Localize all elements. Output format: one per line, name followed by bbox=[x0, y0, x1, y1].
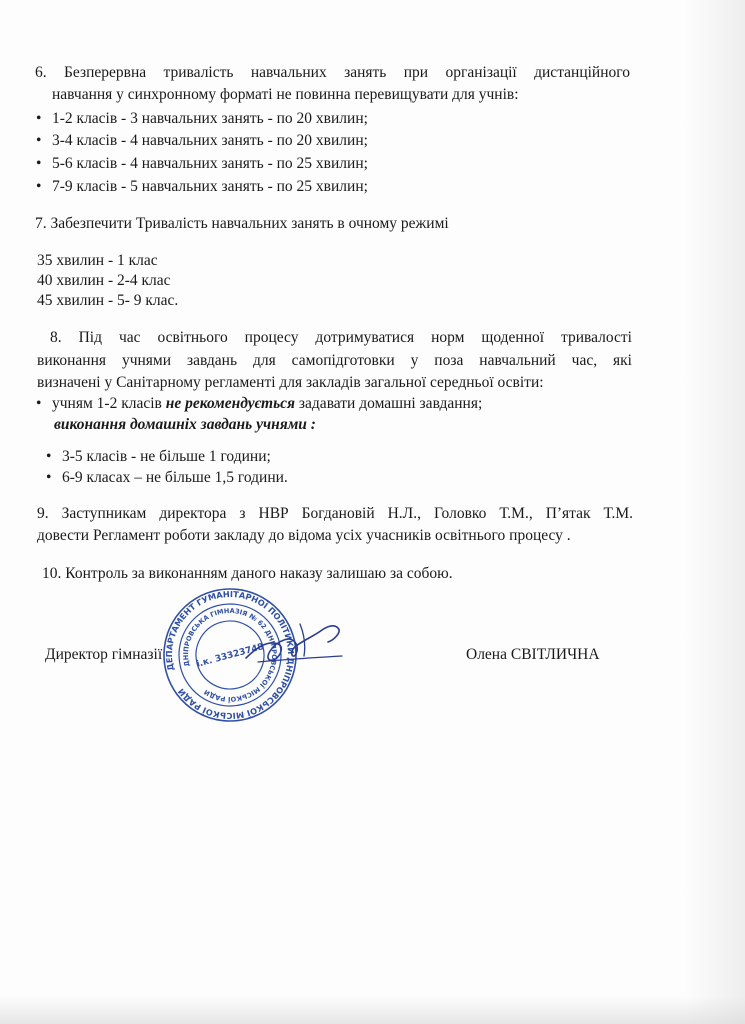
item6-bullet-1: • 1-2 класів - 3 навчальних занять - по 20 хвилин; bbox=[52, 108, 368, 129]
item7-heading: 7. Забезпечити Тривалість навчальних занять в очному режимі bbox=[35, 215, 449, 232]
item10: 10. Контроль за виконанням даного наказу залишаю за собою. bbox=[42, 565, 453, 582]
item6-bullet-3: • 5-6 класів - 4 навчальних занять - по 25 хвилин; bbox=[52, 153, 368, 174]
item8-bullet-2: • 3-5 класів - не більше 1 години; bbox=[62, 446, 271, 467]
signature-position: Директор гімназії bbox=[45, 646, 163, 663]
stamp-inner-text: ДНІПРОВСЬКА ГІМНАЗІЯ № 62 ДНІПРОВСЬКОЇ МІСЬКОЇ РАДИ bbox=[181, 606, 279, 704]
item9-line1: 9. Заступникам директора з НВР Богдановій Н.Л., Головко Т.М., П’ятак Т.М. bbox=[37, 505, 633, 522]
item8-bullet-1-pre: учням 1-2 класів bbox=[52, 395, 166, 412]
item6-line2: навчання у синхронному форматі не повинна перевищувати для учнів: bbox=[52, 86, 519, 103]
item8-line2: виконання учнями завдань для самопідготовки у поза навчальний час, які bbox=[37, 352, 632, 369]
item8-line1: 8. Під час освітнього процесу дотримуватися норм щоденної тривалості bbox=[50, 329, 632, 346]
item7-line-2: 40 хвилин - 2-4 клас bbox=[37, 272, 171, 289]
stamp-ring-text: ДЕПАРТАМЕНТ ГУМАНІТАРНОЇ ПОЛІТИКИ ДНІПРОВСЬКОЇ МІСЬКОЇ РАДИ bbox=[163, 588, 297, 722]
stamp-code: і.к. 33323748 bbox=[195, 642, 266, 670]
item8-line3: визначені у Санітарному регламенті для закладів загальної середньої освіти: bbox=[37, 374, 544, 391]
item8-bullet-1-post: задавати домашні завдання; bbox=[295, 395, 483, 412]
item8-bullet-1 bbox=[52, 393, 482, 414]
item6-line1: 6. Безперервна тривалість навчальних занять при організації дистанційного bbox=[35, 64, 630, 81]
item6-bullet-2: • 3-4 класів - 4 навчальних занять - по 20 хвилин; bbox=[52, 130, 368, 151]
item9-line2: довести Регламент роботи закладу до відома усіх учасників освітнього процесу . bbox=[37, 527, 571, 544]
handwritten-signature bbox=[238, 610, 348, 680]
scan-shadow-bottom bbox=[0, 996, 745, 1024]
item8-bullet-1-emph: не рекомендується bbox=[165, 395, 296, 412]
item7-line-3: 45 хвилин - 5- 9 клас. bbox=[37, 292, 179, 309]
item8-bullet-3: • 6-9 класах – не більше 1,5 години. bbox=[62, 467, 288, 488]
item6-bullet-4: • 7-9 класів - 5 навчальних занять - по 25 хвилин; bbox=[52, 176, 368, 197]
scan-shadow-right bbox=[685, 0, 745, 1024]
item7-line-1: 35 хвилин - 1 клас bbox=[37, 252, 158, 269]
item8-emph-line: виконання домашніх завдань учнями : bbox=[54, 416, 316, 433]
signature-name: Олена СВІТЛИЧНА bbox=[466, 646, 600, 663]
